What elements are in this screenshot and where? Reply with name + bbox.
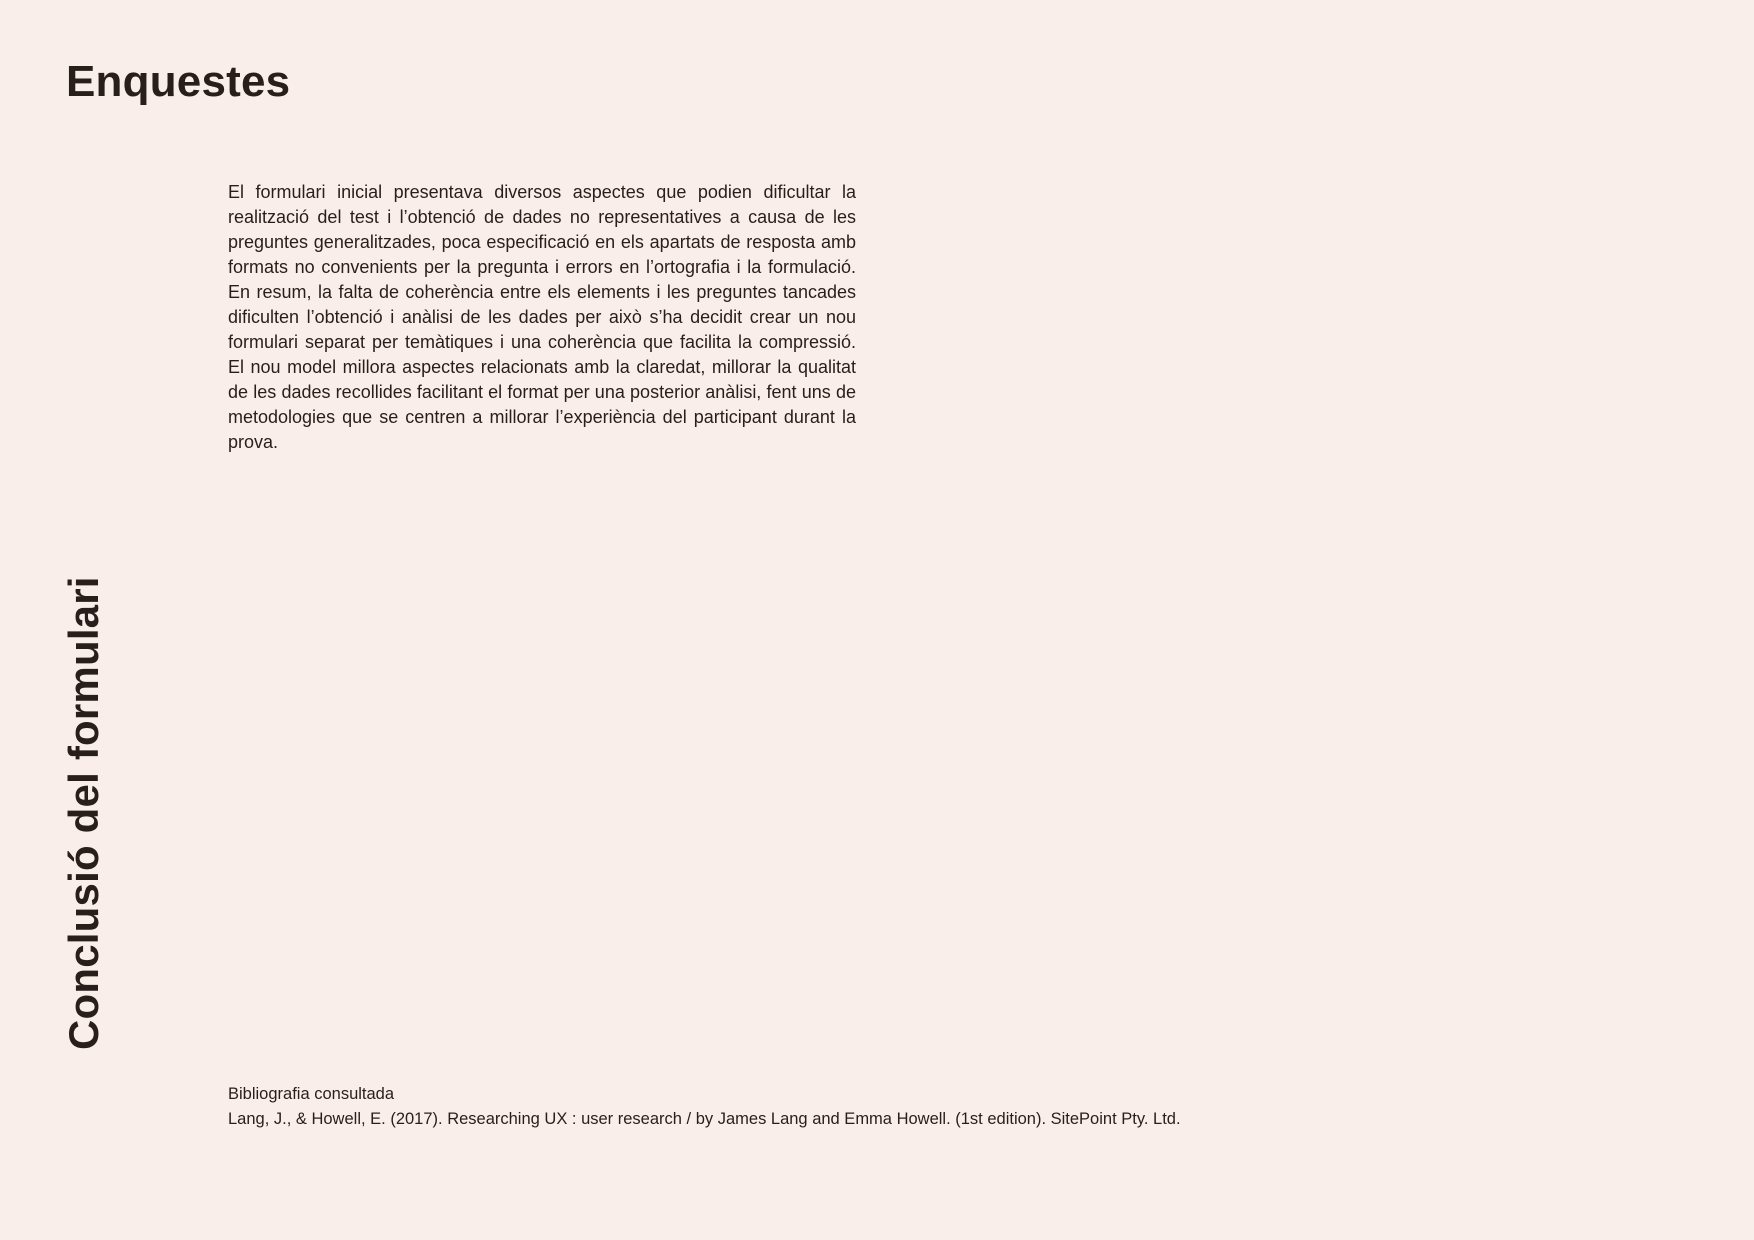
bibliography (228, 1082, 1328, 1132)
body-paragraph: El formulari inicial presentava diversos aspectes que podien dificultar la realització del test i l’obtenció de dades no representatives a causa de les preguntes generalitzades, poca especificació en els apartats de resposta amb formats no convenients per la pregunta i errors en l’ortografia i la formulació. En resum, la falta de coherència entre els elements i les preguntes tancades dificulten l’obtenció i anàlisi de les dades per això s’ha decidit crear un nou formulari separat per temàtiques i una coherència que facilita la compressió. El nou model millora aspectes relacionats amb la claredat, millorar la qualitat de les dades recollides facilitant el format per una posterior anàlisi, fent uns de metodologies que se centren a millorar l’experiència del participant durant la prova. (228, 182, 856, 452)
bibliography-heading: Bibliografia consultada (228, 1085, 395, 1103)
bibliography-citation: Lang, J., & Howell, E. (2017). Researching UX : user research / by James Lang and Emma Howell. (1st edition). SitePoint Pty. Ltd. (228, 1110, 1181, 1128)
section-vertical-title: Conclusió del formulari (60, 576, 107, 1050)
page-title: Enquestes (66, 57, 291, 106)
